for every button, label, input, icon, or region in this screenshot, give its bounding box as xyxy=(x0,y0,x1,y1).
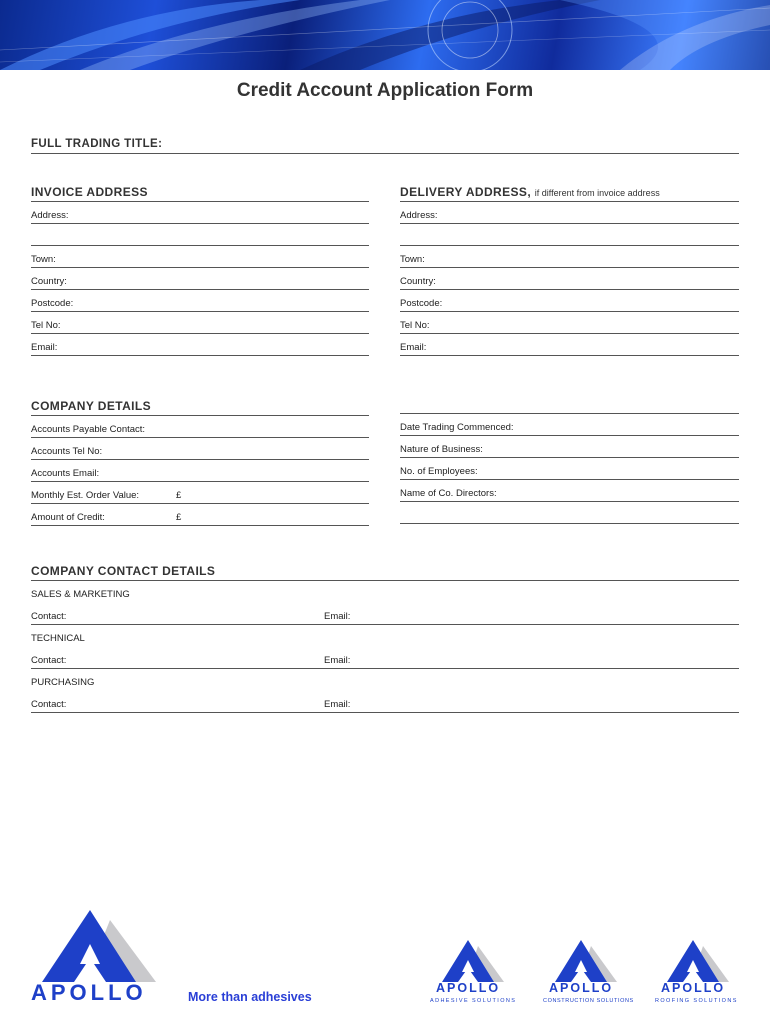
delivery-town-input[interactable] xyxy=(434,251,736,267)
delivery-town-label: Town: xyxy=(400,254,425,265)
delivery-postcode-input[interactable] xyxy=(449,295,736,311)
tagline: More than adhesives xyxy=(188,990,312,1004)
date-trading-line xyxy=(400,435,739,436)
technical-contact-label: Contact: xyxy=(31,655,67,666)
delivery-heading-line xyxy=(400,201,739,202)
employees-input[interactable] xyxy=(490,463,736,479)
delivery-postcode-label: Postcode: xyxy=(400,298,443,309)
delivery-country-label: Country: xyxy=(400,276,436,287)
company-heading-line xyxy=(31,415,369,416)
delivery-email-label: Email: xyxy=(400,342,427,353)
invoice-postcode-input[interactable] xyxy=(80,295,365,311)
technical-contact-input[interactable] xyxy=(75,652,315,668)
company-right-top-line xyxy=(400,413,739,414)
sales-contact-line xyxy=(31,624,739,625)
directors-line xyxy=(400,501,739,502)
credit-amount-input[interactable] xyxy=(188,509,365,525)
purchasing-heading: PURCHASING xyxy=(31,677,95,688)
sales-email-input[interactable] xyxy=(358,608,736,624)
delivery-address-line2 xyxy=(400,245,739,246)
delivery-address-heading xyxy=(400,185,660,199)
credit-amount-currency: £ xyxy=(176,512,182,523)
order-value-input[interactable] xyxy=(188,487,365,503)
banner-graphic xyxy=(0,0,770,70)
invoice-email-line xyxy=(31,355,369,356)
ap-tel-label: Accounts Tel No: xyxy=(31,446,103,457)
adhesive-solutions-logo-icon xyxy=(440,940,508,982)
order-value-currency: £ xyxy=(176,490,182,501)
invoice-country-line xyxy=(31,289,369,290)
order-value-line xyxy=(31,503,369,504)
invoice-country-input[interactable] xyxy=(75,273,365,289)
ap-contact-label: Accounts Payable Contact: xyxy=(31,424,146,435)
delivery-address-label: Address: xyxy=(400,210,438,221)
technical-email-input[interactable] xyxy=(358,652,736,668)
delivery-tel-label: Tel No: xyxy=(400,320,430,331)
sales-marketing-heading: SALES & MARKETING xyxy=(31,589,130,600)
roofing-solutions-label: ROOFING SOLUTIONS xyxy=(655,998,738,1004)
invoice-address-input[interactable] xyxy=(75,207,365,223)
ap-contact-input[interactable] xyxy=(160,421,365,437)
ap-contact-line xyxy=(31,437,369,438)
technical-email-label: Email: xyxy=(324,655,351,666)
header-banner xyxy=(0,0,770,70)
employees-label: No. of Employees: xyxy=(400,466,478,477)
invoice-tel-label: Tel No: xyxy=(31,320,61,331)
invoice-heading-line xyxy=(31,201,369,202)
apollo-logo-text: APOLLO xyxy=(31,980,147,1005)
ap-email-label: Accounts Email: xyxy=(31,468,100,479)
page-title: Credit Account Application Form xyxy=(236,80,534,101)
date-trading-label: Date Trading Commenced: xyxy=(400,422,514,433)
delivery-country-input[interactable] xyxy=(444,273,736,289)
invoice-email-input[interactable] xyxy=(65,339,365,355)
invoice-address-line2 xyxy=(31,245,369,246)
purchasing-email-label: Email: xyxy=(324,699,351,710)
delivery-email-line xyxy=(400,355,739,356)
delivery-tel-line xyxy=(400,333,739,334)
company-details-heading: COMPANY DETAILS xyxy=(31,399,152,413)
purchasing-contact-input[interactable] xyxy=(75,696,315,712)
contact-details-heading: COMPANY CONTACT DETAILS xyxy=(31,564,216,578)
delivery-tel-input[interactable] xyxy=(439,317,736,333)
contact-heading-line xyxy=(31,580,739,581)
order-value-label: Monthly Est. Order Value: xyxy=(31,490,140,501)
delivery-heading-note: if different from invoice address xyxy=(534,188,660,198)
credit-amount-line xyxy=(31,525,369,526)
ap-tel-input[interactable] xyxy=(115,443,365,459)
nature-business-label: Nature of Business: xyxy=(400,444,483,455)
adhesive-solutions-brand: APOLLO xyxy=(436,981,501,995)
nature-business-input[interactable] xyxy=(496,441,736,457)
roofing-solutions-brand: APOLLO xyxy=(661,981,726,995)
directors-line2-input[interactable] xyxy=(400,507,736,523)
adhesive-solutions-label: ADHESIVE SOLUTIONS xyxy=(430,998,517,1004)
full-trading-title-label: FULL TRADING TITLE: xyxy=(31,138,163,150)
delivery-heading-text: DELIVERY ADDRESS, xyxy=(400,185,532,199)
ap-tel-line xyxy=(31,459,369,460)
ap-email-line xyxy=(31,481,369,482)
invoice-address-line2-input[interactable] xyxy=(31,229,365,245)
sales-contact-input[interactable] xyxy=(75,608,315,624)
invoice-tel-line xyxy=(31,333,369,334)
invoice-address-line xyxy=(31,223,369,224)
technical-heading: TECHNICAL xyxy=(31,633,85,644)
invoice-postcode-line xyxy=(31,311,369,312)
delivery-email-input[interactable] xyxy=(434,339,736,355)
delivery-address-line2-input[interactable] xyxy=(400,229,736,245)
delivery-town-line xyxy=(400,267,739,268)
employees-line xyxy=(400,479,739,480)
credit-amount-label: Amount of Credit: xyxy=(31,512,105,523)
apollo-logo-icon xyxy=(38,908,163,984)
delivery-postcode-line xyxy=(400,311,739,312)
sales-contact-label: Contact: xyxy=(31,611,67,622)
invoice-email-label: Email: xyxy=(31,342,58,353)
date-trading-input[interactable] xyxy=(530,419,736,435)
invoice-town-line xyxy=(31,267,369,268)
invoice-postcode-label: Postcode: xyxy=(31,298,74,309)
delivery-address-line xyxy=(400,223,739,224)
ap-email-input[interactable] xyxy=(110,465,365,481)
invoice-tel-input[interactable] xyxy=(70,317,365,333)
purchasing-email-input[interactable] xyxy=(358,696,736,712)
sales-email-label: Email: xyxy=(324,611,351,622)
full-trading-title-input[interactable] xyxy=(175,136,735,152)
directors-line2 xyxy=(400,523,739,524)
technical-contact-line xyxy=(31,668,739,669)
invoice-address-heading: INVOICE ADDRESS xyxy=(31,185,148,199)
purchasing-contact-label: Contact: xyxy=(31,699,67,710)
invoice-country-label: Country: xyxy=(31,276,67,287)
full-trading-title-line xyxy=(31,153,739,154)
directors-label: Name of Co. Directors: xyxy=(400,488,497,499)
construction-solutions-brand: APOLLO xyxy=(549,981,614,995)
directors-input[interactable] xyxy=(510,485,736,501)
nature-business-line xyxy=(400,457,739,458)
roofing-solutions-logo-icon xyxy=(665,940,733,982)
delivery-country-line xyxy=(400,289,739,290)
purchasing-contact-line xyxy=(31,712,739,713)
construction-solutions-logo-icon xyxy=(553,940,621,982)
invoice-town-label: Town: xyxy=(31,254,56,265)
construction-solutions-label: CONSTRUCTION SOLUTIONS xyxy=(543,998,634,1004)
invoice-town-input[interactable] xyxy=(65,251,365,267)
invoice-address-label: Address: xyxy=(31,210,69,221)
delivery-address-input[interactable] xyxy=(444,207,736,223)
